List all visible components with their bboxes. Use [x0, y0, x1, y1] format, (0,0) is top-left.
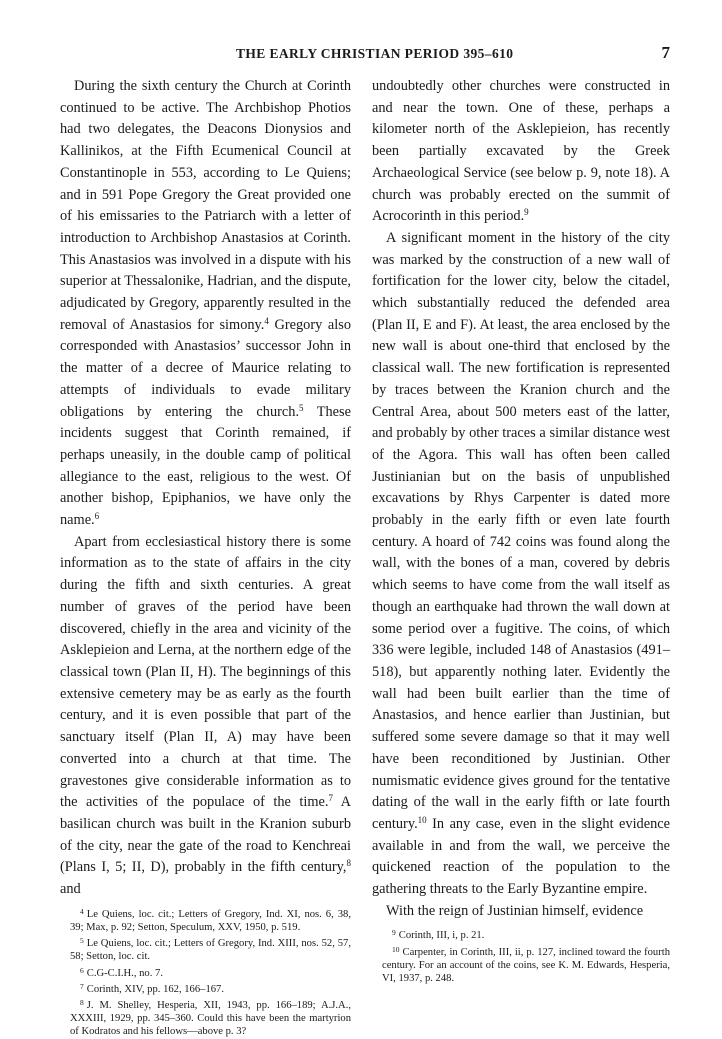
- footnote-text: Le Quiens, loc. cit.; Letters of Gregory, Ind. XI, nos. 6, 38, 39; Max, p. 92; Setton, Speculum, XXV, 1950, p. 519.: [70, 908, 351, 933]
- text-segment: With the reign of Justinian himself, evidence: [386, 902, 644, 919]
- footnote-ref: 9: [524, 207, 529, 218]
- footnote-number: 9: [392, 928, 396, 938]
- text-segment: and: [60, 881, 81, 898]
- footnote-number: 10: [392, 944, 400, 954]
- text-segment: Gregory also corresponded with Anastasios’ successor John in the matter of a decree of Maurice relating to attempts of individuals to evade military obligations by entering the church.: [60, 316, 351, 420]
- footnote-ref: 10: [417, 814, 427, 825]
- left-column: [60, 76, 351, 1039]
- text-segment: Apart from ecclesiastical history there is some information as to the state of affairs in the city during the fifth and sixth centuries. A great number of graves of the period have been discovered, chiefly in the area and vicinity of the Asklepieion and Lerna, at the northern edge of the classical town (Plan II, H). The beginnings of this extensive cemetery may be as early as the fourth century, and it is even possible that part of the sanctuary itself (Plan II, A) may have been converted into a church at that time. The gravestones give considerable information as to the activities of the populace of the time.: [60, 533, 351, 811]
- text-segment: undoubtedly other churches were constructed in and near the town. One of these, perhaps a kilometer north of the Asklepieion, has recently been partially excavated by the Greek Archaeological Service (see below p. 9, note 18). A church was probably erected on the summit of Acrocorinth in this period.: [372, 78, 670, 225]
- left-footnotes: [60, 905, 351, 1039]
- footnote-9: [372, 926, 670, 942]
- footnote-text: C.G-C.I.H., no. 7.: [86, 967, 163, 979]
- footnote-text: J. M. Shelley, Hesperia, XII, 1943, pp. 166–189; A.J.A., XXXIII, 1929, pp. 345–360. Could this have been the martyrion of Kodratos and his fellows—above p. 3?: [70, 999, 351, 1038]
- footnote-8: [60, 996, 351, 1039]
- text-segment: During the sixth century the Church at Corinth continued to be active. The Archbishop Photios had two delegates, the Deacons Dionysios and Kallinikos, at the Fifth Ecumenical Council at Constantinople in 553, according to Le Quiens; and in 591 Pope Gregory the Great provided one of his emissaries to the Patriarch with a letter of introduction to Archbishop Anastasios at Corinth. This Anastasios was involved in a dispute with his superior at Thessalonike, Hadrian, and the dispute, adjudicated by Gregory, apparently resulted in the removal of Anastasios for simony.: [60, 78, 351, 333]
- running-title: THE EARLY CHRISTIAN PERIOD 395–610: [236, 46, 514, 61]
- paragraph-other-churches: [372, 76, 670, 228]
- footnote-text: Carpenter, in Corinth, III, ii, p. 127, inclined toward the fourth century. For an account of the coins, see K. M. Edwards, Hesperia, VI, 1937, p. 248.: [382, 946, 670, 985]
- footnote-number: 5: [80, 936, 84, 946]
- footnote-number: 6: [80, 965, 84, 975]
- footnote-4: [60, 905, 351, 934]
- footnote-text: Le Quiens, loc. cit.; Letters of Gregory, Ind. XIII, nos. 52, 57, 58; Setton, loc. cit.: [70, 938, 351, 963]
- text-segment: A significant moment in the history of the city was marked by the construction of a new wall of fortification for the lower city, below the citadel, which substantially reduced the defended area (Plan II, E and F). At least, the area enclosed by the new wall is about one-third that enclosed by the classical wall. The new fortification is represented by traces between the Kranion church and the Central Area, about 500 meters east of the latter, and probably by other traces a similar distance west of the Agora. This wall has often been called Justinianian but on the basis of unpublished excavations by Rhys Carpenter is dated more probably in the early fifth or even late fourth century. A hoard of 742 coins was found along the wall, with the bones of a man, covered by debris which seems to have come from the wall itself as though an earthquake had thrown the wall down at some period over a fugitive. The coins, of which 336 were legible, included 148 of Anastasios (491–518), but apparently nothing later. Evidently the wall had been built earlier than the time of Anastasios, and hence earlier than Justinian, but suffered some severe damage so that it may well have been reconditioned by Justinian. Other numismatic evidence gives ground for the tentative dating of the wall in the early fifth or late fourth century.: [372, 229, 670, 832]
- footnote-number: 8: [80, 997, 84, 1007]
- footnote-ref: 4: [264, 315, 269, 326]
- text-segment: A basilican church was built in the Kranion suburb of the city, near the gate of the road to Kenchreai (Plans I, 5; II, D), probably in the fifth century,: [60, 794, 351, 876]
- right-column: [372, 76, 670, 985]
- text-segment: In any case, even in the slight evidence available in and from the wall, we perceive the quickened reaction of the population to the gathering threats to the Early Byzantine empire.: [372, 815, 670, 898]
- right-footnotes: [372, 926, 670, 985]
- text-segment: These incidents suggest that Corinth remained, if perhaps uneasily, in the double camp of political allegiance to the east, religious to the west. Of another bishop, Epiphanios, we have only the name.: [60, 403, 351, 529]
- footnote-ref: 5: [299, 402, 304, 413]
- footnote-number: 4: [80, 906, 84, 916]
- footnote-text: Corinth, XIV, pp. 162, 166–167.: [86, 983, 224, 995]
- footnote-5: [60, 934, 351, 963]
- footnote-ref: 6: [94, 511, 100, 522]
- paragraph-church-at-corinth: [60, 76, 351, 532]
- footnote-number: 7: [80, 981, 84, 991]
- page-header: [40, 43, 670, 66]
- footnote-ref: 7: [328, 793, 333, 804]
- footnote-6: [60, 964, 351, 980]
- paragraph-new-wall: [372, 228, 670, 901]
- footnote-7: [60, 980, 351, 996]
- footnote-ref: 8: [346, 858, 351, 869]
- paragraph-state-of-affairs: [60, 532, 351, 901]
- footnote-text: Corinth, III, i, p. 21.: [398, 930, 485, 942]
- footnote-10: [372, 943, 670, 986]
- page-number: 7: [661, 43, 670, 62]
- paragraph-justinian: [372, 901, 670, 923]
